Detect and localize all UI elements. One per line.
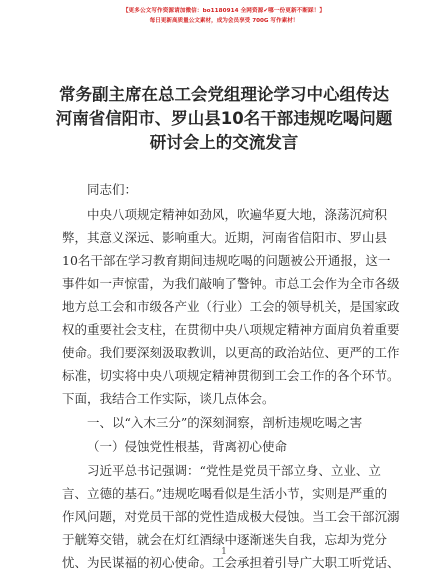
paragraph-1-line: 弊，其意义深远、影响重大。近期，河南省信阳市、罗山县: [62, 230, 388, 245]
paragraph-2-line: 习近平总书记强调：“党性是党员干部立身、立业、立: [87, 463, 381, 478]
document-title-line-3: 研讨会上的交流发言: [149, 133, 299, 152]
paragraph-1-line: 10名干部在学习教育期间违规吃喝的问题被公开通报，这一: [62, 253, 391, 268]
paragraph-1-line: 地方总工会和市级各产业（行业）工会的领导机关，是国家政: [62, 299, 400, 314]
paragraph-1-line: 权的重要社会支柱，在贯彻中央八项规定精神方面肩负着重要: [62, 322, 400, 337]
paragraph-1-line: 使命。我们要深刻汲取教训，以更高的政治站位、更严的工作: [62, 345, 400, 360]
document-title-line-2: 河南省信阳市、罗山县10名干部违规吃喝问题: [55, 109, 393, 128]
promo-banner-line-2: 每日更新高质量公文素材，成为会员享受 700G 写作素材！: [149, 18, 299, 24]
promo-banner-line-1: 【更多公文写作资源请加微信：bo1180914 全网资源✔哪一份更新不断踩！】: [122, 8, 326, 14]
document-title-line-1: 常务副主席在总工会党组理论学习中心组传达: [59, 85, 389, 104]
subsection-heading-1: （一）侵蚀党性根基，背离初心使命: [87, 439, 288, 454]
section-heading-1: 一、以“入木三分”的深刻洞察，剖析违规吃喝之害: [87, 415, 363, 430]
paragraph-1-line: 中央八项规定精神如劲风，吹遍华夏大地，涤荡沉疴积: [87, 207, 388, 222]
page-number: 1: [221, 547, 227, 557]
paragraph-2-line: 作风问题，对党员干部的党性造成极大侵蚀。当工会干部沉溺: [62, 509, 400, 524]
paragraph-1-line: 标准，切实将中央八项规定精神贯彻到工会工作的各个环节。: [62, 368, 400, 383]
paragraph-2-line: 言、立德的基石。”违规吃喝看似是生活小节，实则是严重的: [62, 486, 388, 501]
paragraph-1-line: 下面，我结合工作实际，谈几点体会。: [62, 391, 275, 406]
paragraph-1-line: 事件如一声惊雷，为我们敲响了警钟。市总工会作为全市各级: [62, 276, 400, 291]
salutation: 同志们：: [87, 182, 138, 197]
paragraph-2-line: 于觥筹交错，就会在灯红酒绿中逐渐迷失自我，忘却为党分: [62, 532, 388, 547]
paragraph-2-line: 忧、为民谋福的初心使命。工会承担着引导广大职工听党话、: [62, 555, 400, 570]
